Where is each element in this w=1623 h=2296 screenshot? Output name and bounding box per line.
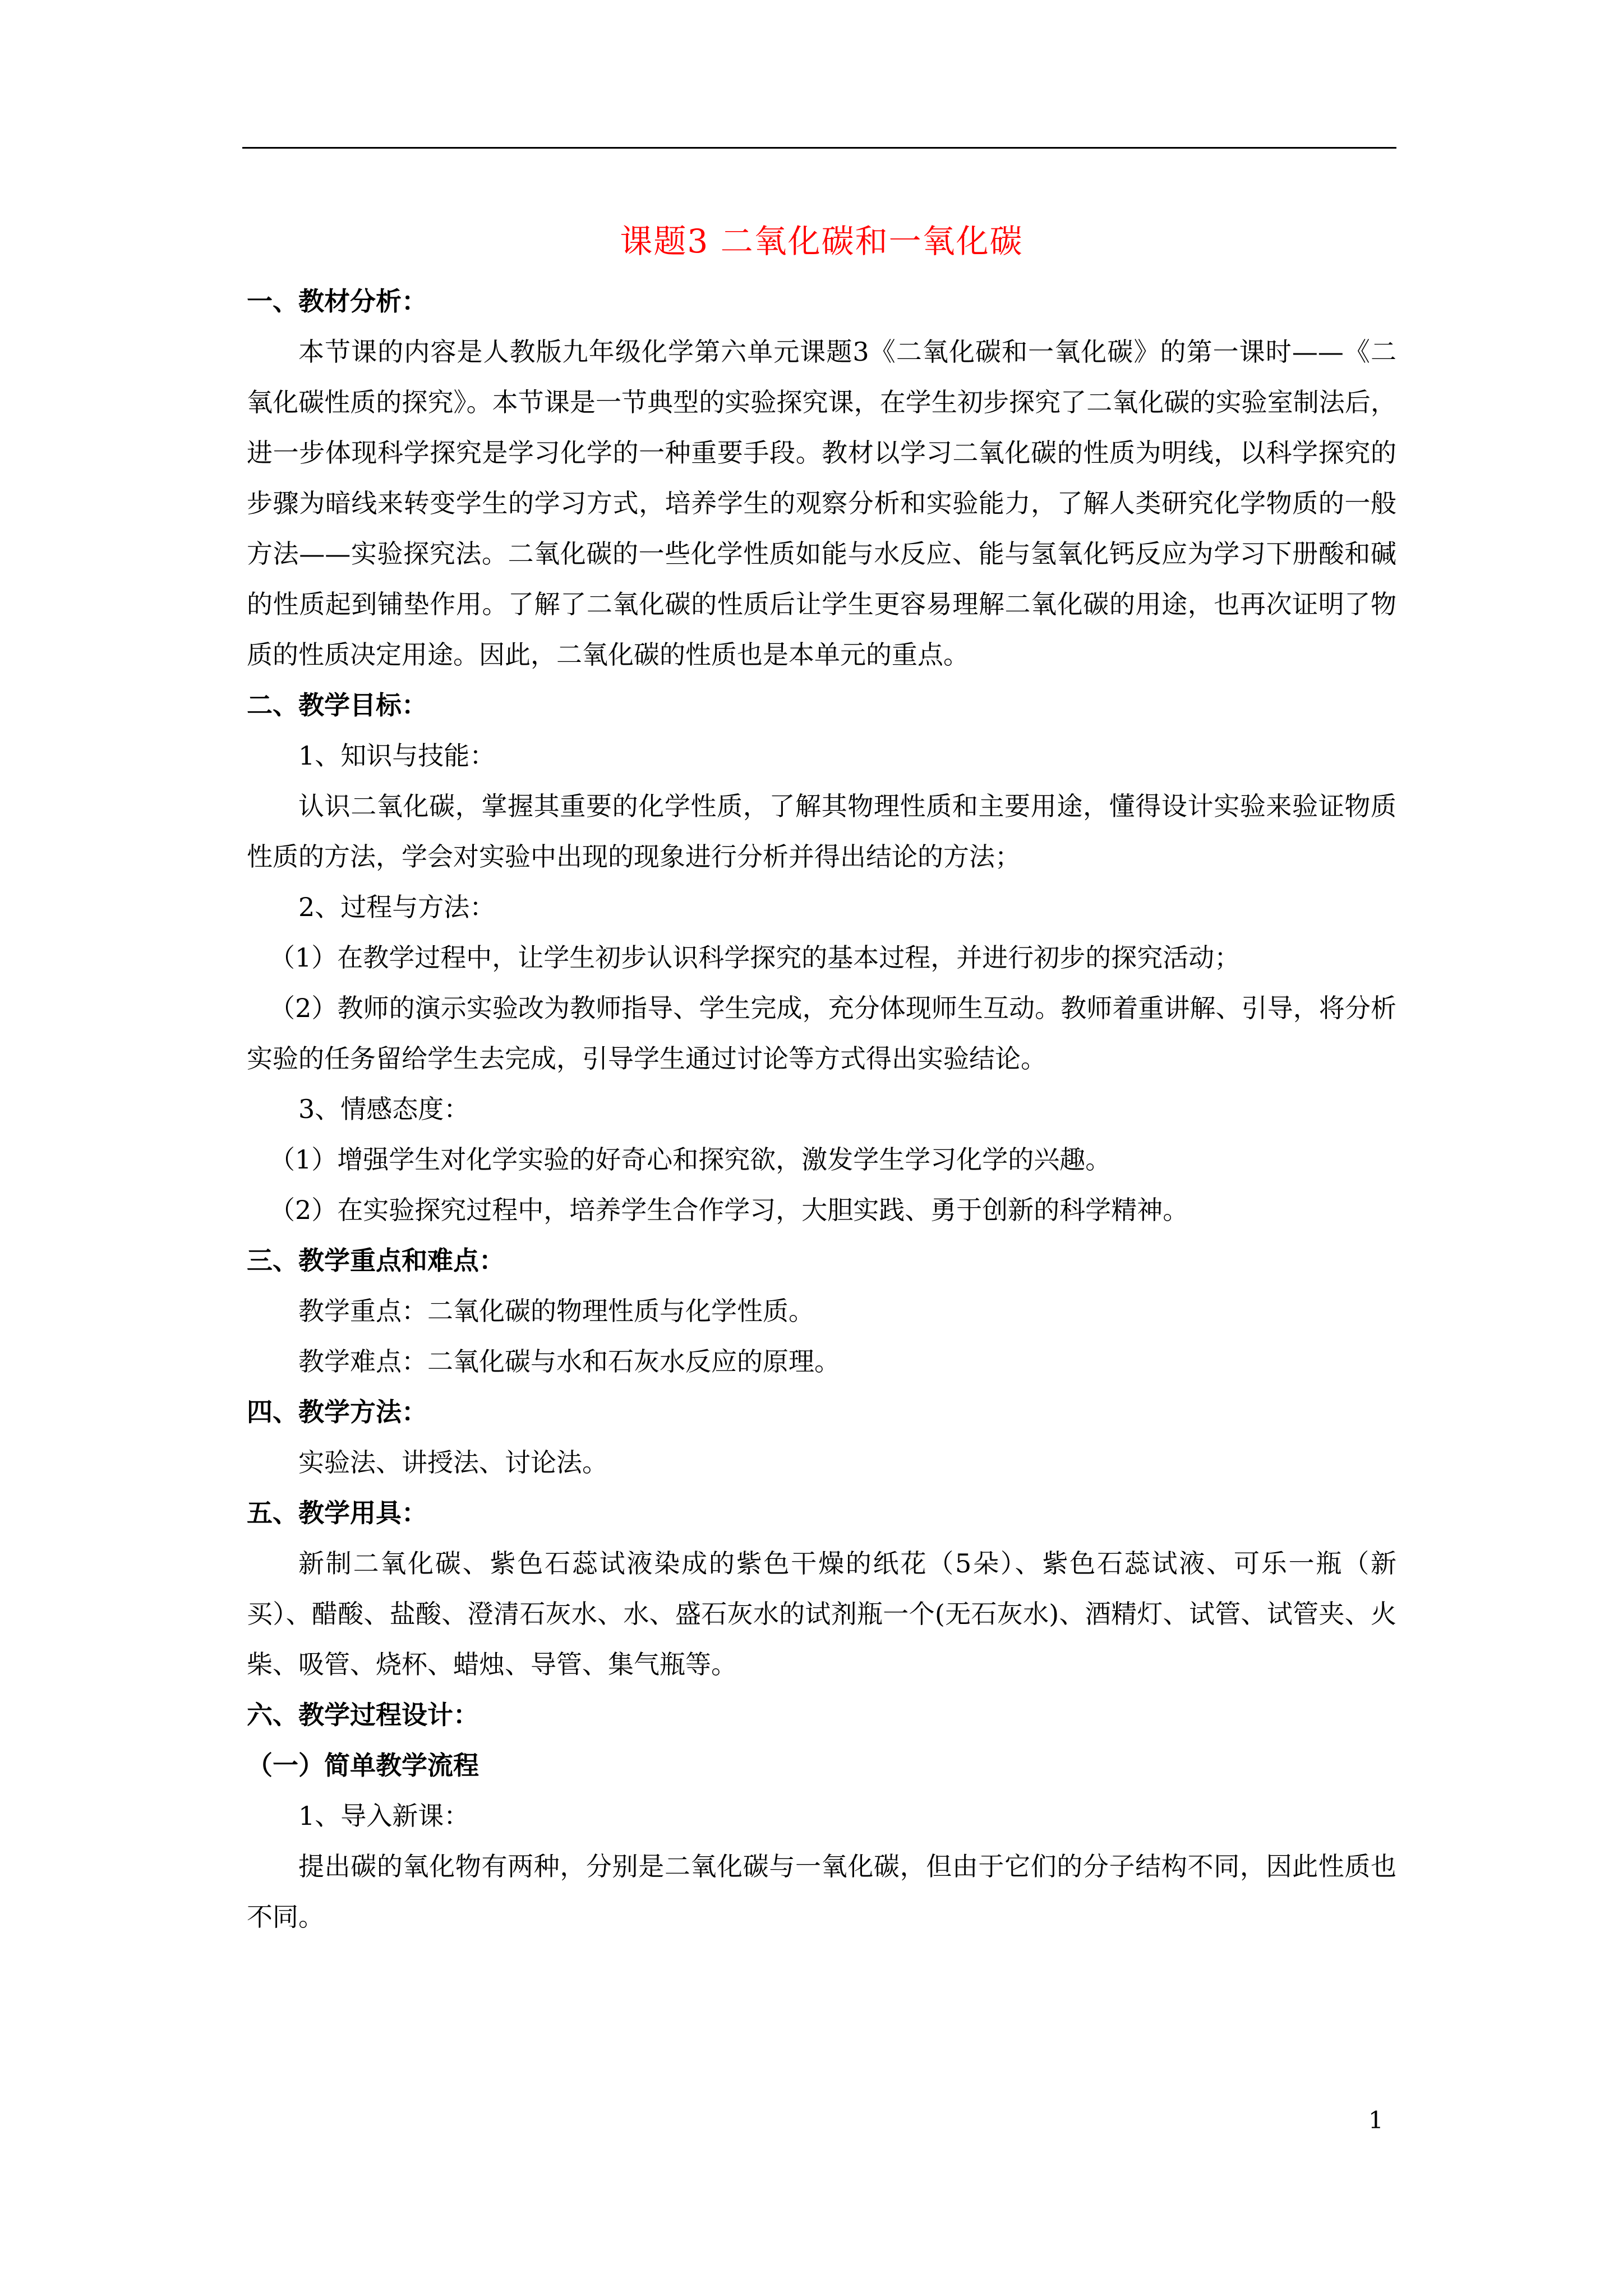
section-heading-process-design: 六、教学过程设计： [247, 1700, 479, 1730]
section-heading-textbook-analysis: 一、教材分析： [247, 286, 427, 316]
list-item-emotion-2: （2）在实验探究过程中，培养学生合作学习，大胆实践、勇于创新的科学精神。 [269, 1195, 1189, 1225]
paragraph-teaching-difficulty: 教学难点：二氧化碳与水和石灰水反应的原理。 [298, 1346, 840, 1377]
sub-heading-simple-flow: （一）简单教学流程 [247, 1750, 479, 1780]
label-emotion-attitude: 3、情感态度： [298, 1094, 470, 1124]
paragraph-textbook-analysis: 本节课的内容是人教版九年级化学第六单元课题3《二氧化碳和一氧化碳》的第一课时——《二氧化碳性质的探究》。本节课是一节典型的实验探究课，在学生初步探究了二氧化碳的实验室制法后，进一步体现科学探究是学习化学的一种重要手段。教材以学习二氧化碳的性质为明线，以科学探究的步骤为暗线来转变学生的学习方式，培养学生的观察分析和实验能力，了解人类研究化学物质的一般方法——实验探究法。二氧化碳的一些化学性质如能与水反应、能与氢氧化钙反应为学习下册酸和碱的性质起到铺垫作用。了解了二氧化碳的性质后让学生更容易理解二氧化碳的用途，也再次证明了物质的性质决定用途。因此，二氧化碳的性质也是本单元的重点。 [247, 337, 1396, 670]
list-item-process-1: （1）在教学过程中，让学生初步认识科学探究的基本过程，并进行初步的探究活动； [269, 942, 1241, 973]
header-rule [242, 147, 1396, 149]
paragraph-introduce-lesson: 提出碳的氧化物有两种，分别是二氧化碳与一氧化碳，但由于它们的分子结构不同，因此性质也不同。 [247, 1851, 1396, 1932]
paragraph-knowledge-skills: 认识二氧化碳，掌握其重要的化学性质，了解其物理性质和主要用途，懂得设计实验来验证物质性质的方法，学会对实验中出现的现象进行分析并得出结论的方法； [247, 791, 1396, 872]
section-heading-teaching-tools: 五、教学用具： [247, 1498, 427, 1528]
paragraph-teaching-focus: 教学重点：二氧化碳的物理性质与化学性质。 [298, 1296, 814, 1326]
section-heading-teaching-methods: 四、教学方法： [247, 1397, 427, 1427]
list-item-emotion-1: （1）增强学生对化学实验的好奇心和探究欲，激发学生学习化学的兴趣。 [269, 1144, 1112, 1175]
document-title: 课题3 二氧化碳和一氧化碳 [620, 222, 1023, 260]
label-process-methods: 2、过程与方法： [298, 892, 496, 922]
list-item-process-2: （2）教师的演示实验改为教师指导、学生完成，充分体现师生互动。教师着重讲解、引导，将分析实验的任务留给学生去完成，引导学生通过讨论等方式得出实验结论。 [247, 993, 1396, 1074]
label-introduce-lesson: 1、导入新课： [298, 1801, 470, 1831]
document-body [247, 219, 1396, 1942]
page-number: 1 [1368, 2106, 1384, 2134]
section-heading-key-points: 三、教学重点和难点： [247, 1245, 505, 1276]
paragraph-teaching-tools: 新制二氧化碳、紫色石蕊试液染成的紫色干燥的纸花（5朵）、紫色石蕊试液、可乐一瓶（新买）、醋酸、盐酸、澄清石灰水、水、盛石灰水的试剂瓶一个(无石灰水)、酒精灯、试管、试管夹、火柴、吸管、烧杯、蜡烛、导管、集气瓶等。 [247, 1548, 1396, 1680]
paragraph-teaching-methods: 实验法、讲授法、讨论法。 [298, 1447, 608, 1478]
section-heading-teaching-goals: 二、教学目标： [247, 690, 427, 720]
label-knowledge-skills: 1、知识与技能： [298, 740, 496, 771]
